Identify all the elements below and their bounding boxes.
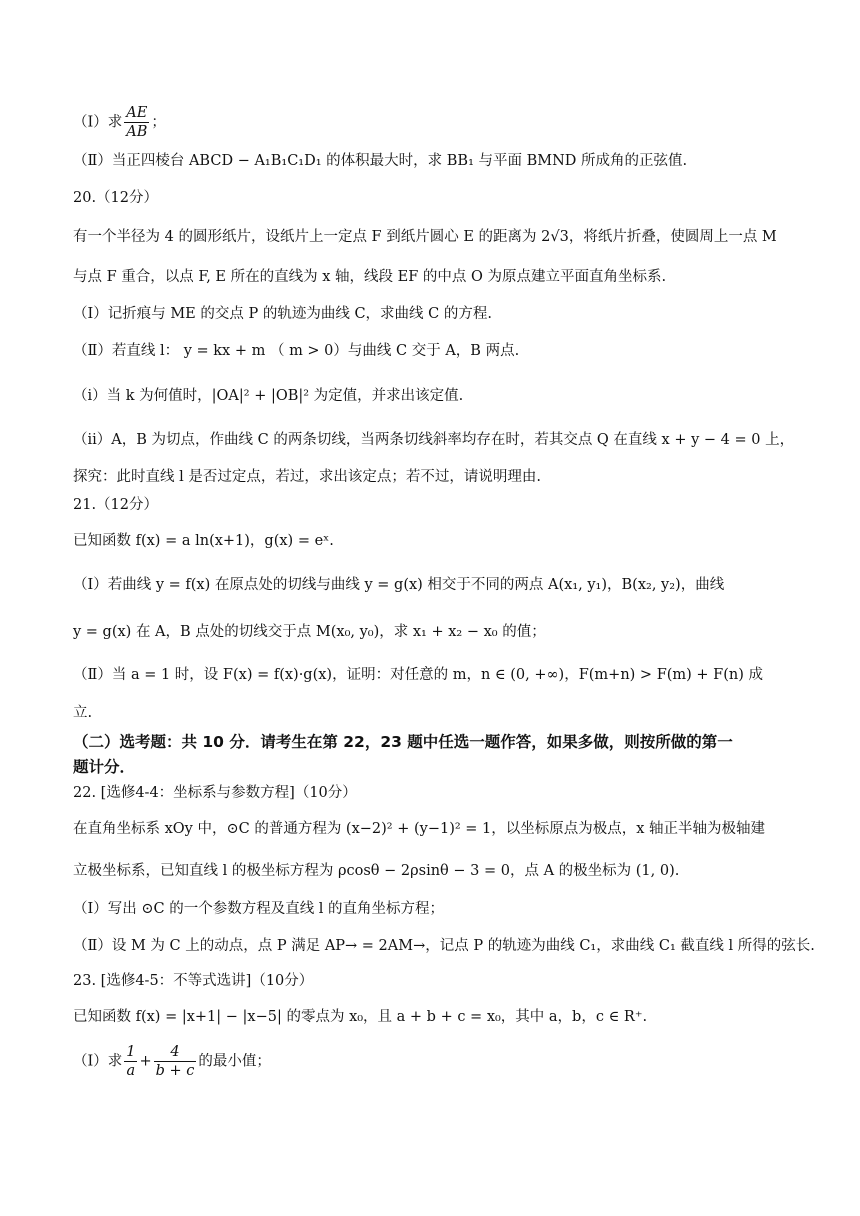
q23-stem: 已知函数 f(x) = |x+1| − |x−5| 的零点为 x₀，且 a + b + c = x₀，其中 a，b，c ∈ R⁺. xyxy=(73,1009,648,1025)
q21-part1-line2: y = g(x) 在 A，B 点处的切线交于点 M(x₀, y₀)，求 x₁ + x₂ − x₀ 的值； xyxy=(73,624,546,640)
q21-part2-line2: 立. xyxy=(73,705,93,721)
q20-part1: （Ⅰ）记折痕与 ME 的交点 P 的轨迹为曲线 C，求曲线 C 的方程. xyxy=(73,306,492,322)
section2-title-line1: （二）选考题：共 10 分．请考生在第 22，23 题中任选一题作答，如果多做，则按所做的第一 xyxy=(73,733,733,751)
q20-part2-ii-line2: 探究：此时直线 l 是否过定点，若过，求出该定点；若不过，请说明理由. xyxy=(73,469,541,485)
q19-part2: （Ⅱ）当正四棱台 ABCD − A₁B₁C₁D₁ 的体积最大时，求 BB₁ 与平面 BMND 所成角的正弦值. xyxy=(73,153,688,169)
fraction-ae-ab: $\frac{AE}{AB}$ xyxy=(126,105,148,140)
q21-part2-line1: （Ⅱ）当 a = 1 时，设 F(x) = f(x)·g(x)，证明：对任意的 m，n ∈ (0, +∞)，F(m+n) > F(m) + F(n) 成 xyxy=(73,667,764,683)
q20-part2-i: （ⅰ）当 k 为何值时，|OA|² + |OB|² 为定值，并求出该定值. xyxy=(73,388,464,404)
q22-header: 22. [选修4-4：坐标系与参数方程]（10分） xyxy=(73,785,357,801)
q20-part2-ii-line1: （ⅱ）A，B 为切点，作曲线 C 的两条切线，当两条切线斜率均存在时，若其交点 Q 在直线 x + y − 4 = 0 上， xyxy=(73,432,795,448)
fraction-1-a: $\frac{1}{a}$ xyxy=(126,1044,136,1079)
q21-part1-line1: （Ⅰ）若曲线 y = f(x) 在原点处的切线与曲线 y = g(x) 相交于不同的两点 A(x₁, y₁)，B(x₂, y₂)，曲线 xyxy=(73,577,725,593)
q23-part1: （Ⅰ）求 $\frac{1}{a}$ + $\frac{4}{b + c}$ 的最小值； xyxy=(73,1044,271,1079)
q19-part1: （Ⅰ）求 $\frac{AE}{AB}$ ； xyxy=(73,105,166,140)
q22-part1: （Ⅰ）写出 ⊙C 的一个参数方程及直线 l 的直角坐标方程； xyxy=(73,901,445,917)
q20-part2: （Ⅱ）若直线 l： y = kx + m （ m > 0）与曲线 C 交于 A，B 两点. xyxy=(73,343,520,359)
q22-stem-line1: 在直角坐标系 xOy 中，⊙C 的普通方程为 (x−2)² + (y−1)² = 1，以坐标原点为极点，x 轴正半轴为极轴建 xyxy=(73,821,766,837)
q22-part2: （Ⅱ）设 M 为 C 上的动点，点 P 满足 AP→ = 2AM→，记点 P 的轨迹为曲线 C₁，求曲线 C₁ 截直线 l 所得的弦长. xyxy=(73,938,815,954)
q21-stem: 已知函数 f(x) = a ln(x+1)，g(x) = eˣ. xyxy=(73,533,334,549)
q21-header: 21.（12分） xyxy=(73,497,159,513)
q20-stem-line2: 与点 F 重合，以点 F, E 所在的直线为 x 轴，线段 EF 的中点 O 为原点建立平面直角坐标系. xyxy=(73,269,667,285)
section2-title-line2: 题计分． xyxy=(73,758,136,776)
fraction-4-bc: $\frac{4}{b + c}$ xyxy=(155,1044,195,1079)
q20-header: 20.（12分） xyxy=(73,190,159,206)
q23-header: 23. [选修4-5：不等式选讲]（10分） xyxy=(73,973,314,989)
q22-stem-line2: 立极坐标系，已知直线 l 的极坐标方程为 ρcosθ − 2ρsinθ − 3 = 0，点 A 的极坐标为 (1, 0). xyxy=(73,863,680,879)
q20-stem-line1: 有一个半径为 4 的圆形纸片，设纸片上一定点 F 到纸片圆心 E 的距离为 2√3，将纸片折叠，使圆周上一点 M xyxy=(73,229,777,245)
